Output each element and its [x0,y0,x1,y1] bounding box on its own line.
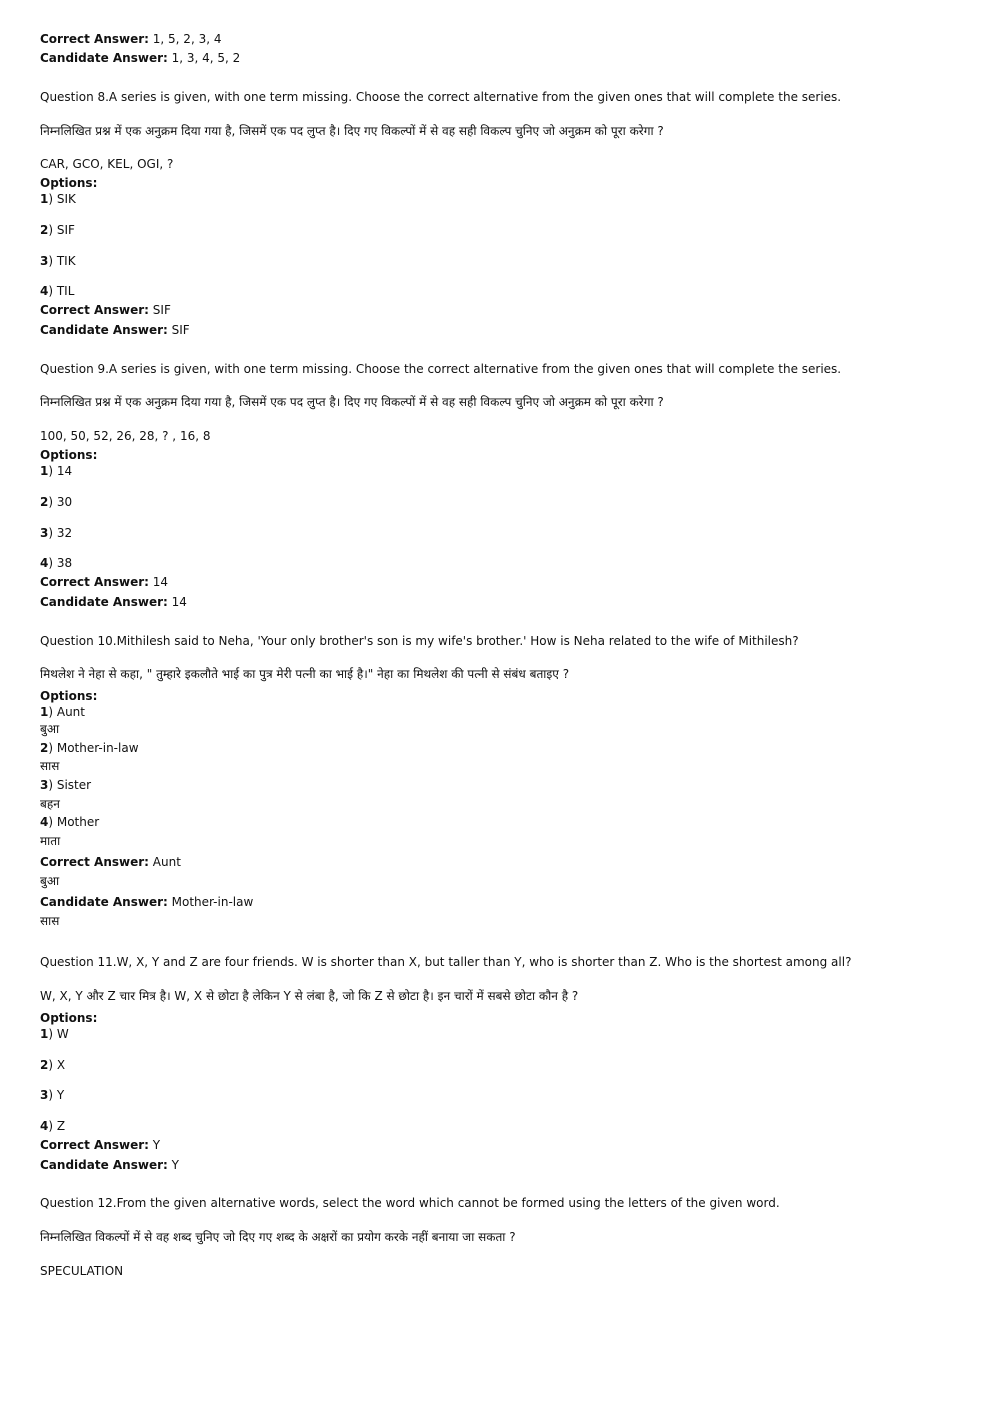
n: 3 [40,526,49,540]
t: ) Mother [48,815,100,829]
n: 1 [40,705,49,719]
q10-correct-answer [40,854,181,870]
q12-hindi: निम्नलिखित विकल्पों में से वह शब्द चुनिए जो दिए गए शब्द के अक्षरों का प्रयोग करके नहीं बनाया जा सकता ? [40,1230,516,1244]
label: Candidate Answer: [40,51,168,65]
t: ) TIL [48,284,75,298]
q9-option-2 [40,494,72,510]
t: ) X [48,1058,66,1072]
q10-option-1 [40,704,85,720]
q10-candidate-answer [40,894,253,910]
q8-options-label: Options: [40,176,98,190]
value: Y [167,1158,179,1172]
q8-candidate-answer [40,322,190,338]
t: ) Z [48,1119,66,1133]
value: 1, 3, 4, 5, 2 [167,51,241,65]
t: ) 14 [48,464,73,478]
t: ) SIF [48,223,75,237]
label: Candidate Answer: [40,595,168,609]
q9-hindi: निम्नलिखित प्रश्न में एक अनुक्रम दिया गया है, जिसमें एक पद लुप्त है। दिए गए विकल्पों में से वह सही विकल्प चुनिए जो अनुक्रम को पूरा करेगा ? [40,395,664,409]
t: ) Aunt [48,705,85,719]
value: SIF [167,323,190,337]
label: Correct Answer: [40,303,149,317]
n: 2 [40,495,49,509]
q10-options-label: Options: [40,689,98,703]
q11-option-1 [40,1026,69,1042]
t: ) TIK [48,254,76,268]
t: ) SIK [48,192,76,206]
q9-candidate-answer [40,594,187,610]
n: 4 [40,1119,49,1133]
q8-option-2 [40,222,75,238]
q11-question: Question 11.W, X, Y and Z are four friends. W is shorter than X, but taller than Y, who is shorter than Z. Who is the shortest among all? [40,955,852,969]
label: Candidate Answer: [40,1158,168,1172]
q10-question: Question 10.Mithilesh said to Neha, 'Your only brother's son is my wife's brother.' How is Neha related to the wife of Mithilesh? [40,634,799,648]
q9-option-1 [40,463,72,479]
n: 4 [40,556,49,570]
q9-series: 100, 50, 52, 26, 28, ? , 16, 8 [40,429,211,443]
q10-option-2-hindi: सास [40,759,60,773]
q11-option-2 [40,1057,65,1073]
t: ) 30 [48,495,73,509]
q11-correct-answer [40,1137,160,1153]
n: 4 [40,284,49,298]
n: 2 [40,1058,49,1072]
q11-hindi: W, X, Y और Z चार मित्र है। W, X से छोटा है लेकिन Y से लंबा है, जो कि Z से छोटा है। इन चारों में सबसे छोटा कौन है ? [40,989,579,1003]
n: 3 [40,254,49,268]
q9-option-3 [40,525,72,541]
q10-candidate-answer-hindi: सास [40,914,60,928]
q10-option-1-hindi: बुआ [40,722,60,736]
q10-option-4 [40,814,99,830]
n: 3 [40,1088,49,1102]
t: ) 32 [48,526,73,540]
q8-series: CAR, GCO, KEL, OGI, ? [40,157,174,171]
q8-option-1 [40,191,76,207]
q9-question: Question 9.A series is given, with one term missing. Choose the correct alternative from the given ones that will complete the series. [40,362,842,376]
n: 1 [40,1027,49,1041]
q11-candidate-answer [40,1157,179,1173]
q7-candidate-answer [40,50,240,66]
label: Correct Answer: [40,32,149,46]
value: 1, 5, 2, 3, 4 [148,32,222,46]
value: SIF [148,303,171,317]
label: Correct Answer: [40,575,149,589]
q10-option-3-hindi: बहन [40,797,60,811]
t: ) W [48,1027,69,1041]
q10-correct-answer-hindi: बुआ [40,874,60,888]
label: Candidate Answer: [40,895,168,909]
q10-hindi: मिथलेश ने नेहा से कहा, " तुम्हारे इकलौते भाई का पुत्र मेरी पत्नी का भाई है।" नेहा का मिथलेश की पत्नी से संबंध बताइए ? [40,667,570,681]
q7-correct-answer [40,31,221,47]
label: Correct Answer: [40,1138,149,1152]
n: 2 [40,741,49,755]
q9-option-4 [40,555,72,571]
value: Mother-in-law [167,895,254,909]
q12-word: SPECULATION [40,1264,124,1278]
q12-question: Question 12.From the given alternative words, select the word which cannot be formed using the letters of the given word. [40,1196,780,1210]
q10-option-4-hindi: माता [40,834,61,848]
q8-option-4 [40,283,74,299]
q8-hindi: निम्नलिखित प्रश्न में एक अनुक्रम दिया गया है, जिसमें एक पद लुप्त है। दिए गए विकल्पों में से वह सही विकल्प चुनिए जो अनुक्रम को पूरा करेगा ? [40,124,664,138]
q8-question: Question 8.A series is given, with one term missing. Choose the correct alternative from the given ones that will complete the series. [40,90,842,104]
label: Candidate Answer: [40,323,168,337]
q11-options-label: Options: [40,1011,98,1025]
q10-option-2 [40,740,139,756]
label: Correct Answer: [40,855,149,869]
q8-correct-answer [40,302,171,318]
q9-correct-answer [40,574,168,590]
n: 1 [40,192,49,206]
n: 2 [40,223,49,237]
q11-option-4 [40,1118,65,1134]
value: 14 [148,575,169,589]
q9-options-label: Options: [40,448,98,462]
n: 3 [40,778,49,792]
q8-option-3 [40,253,76,269]
n: 4 [40,815,49,829]
q11-option-3 [40,1087,64,1103]
value: 14 [167,595,187,609]
value: Y [148,1138,161,1152]
t: ) Sister [48,778,92,792]
t: ) 38 [48,556,73,570]
q10-option-3 [40,777,91,793]
n: 1 [40,464,49,478]
value: Aunt [148,855,181,869]
t: ) Y [48,1088,65,1102]
t: ) Mother-in-law [48,741,139,755]
